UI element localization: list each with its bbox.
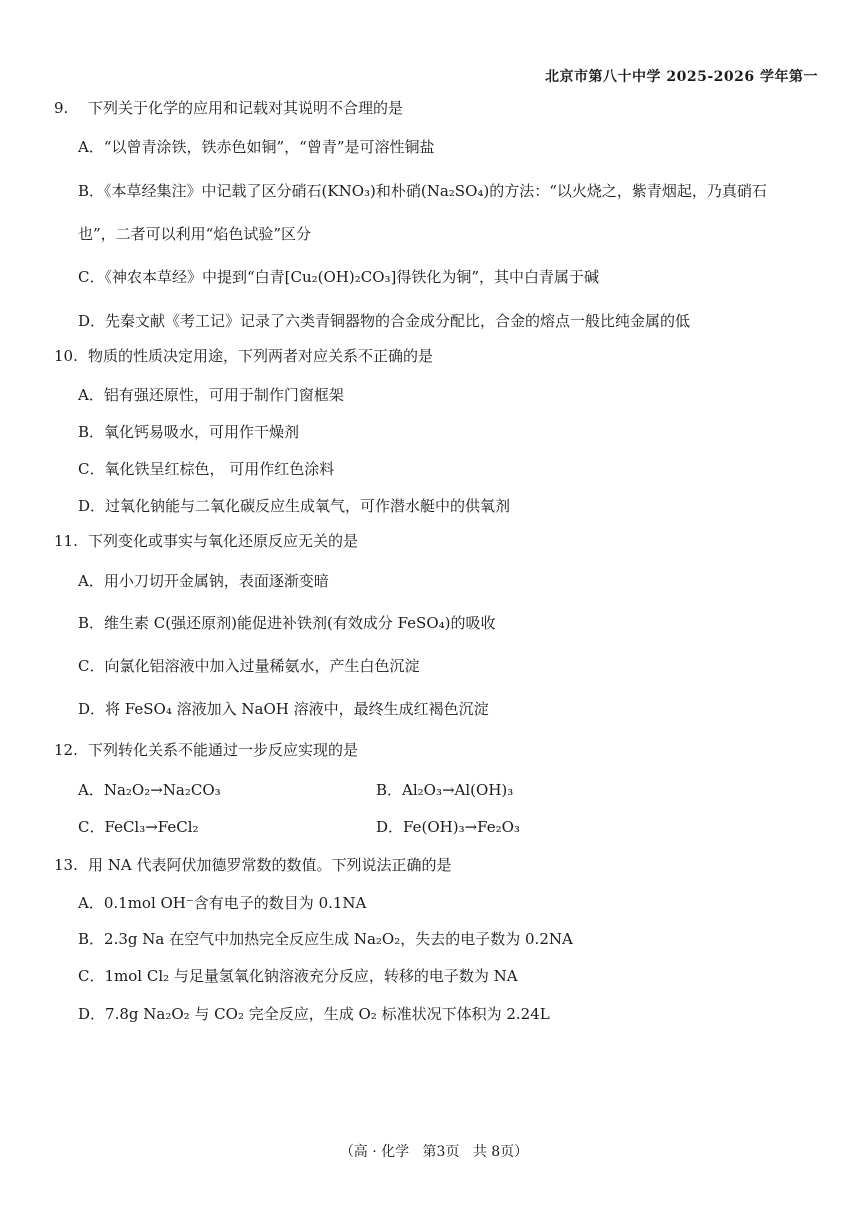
question-11-option-d: D．将 FeSO₄ 溶液加入 NaOH 溶液中，最终生成红褐色沉淀	[78, 700, 489, 718]
question-9-option-b: B．《本草经集注》中记载了区分硝石(KNO₃)和朴硝(Na₂SO₄)的方法：“以火烧之，紫青烟起，乃真硝石	[78, 182, 767, 200]
question-9-option-c: C．《神农本草经》中提到“白青[Cu₂(OH)₂CO₃]得铁化为铜”，其中白青属于碱	[78, 268, 600, 286]
question-text: 下列转化关系不能通过一步反应实现的是	[88, 741, 359, 759]
question-13-option-d: D．7.8g Na₂O₂ 与 CO₂ 完全反应，生成 O₂ 标准状况下体积为 2.24L	[78, 1005, 550, 1023]
question-11-stem	[54, 531, 358, 551]
question-11-option-c: C．向氯化铝溶液中加入过量稀氨水，产生白色沉淀	[78, 657, 420, 675]
question-10-option-b: B．氧化钙易吸水，可用作干燥剂	[78, 423, 300, 441]
footer-page-number: 第3页	[422, 1144, 460, 1160]
question-10-option-c: C．氧化铁呈红棕色， 可用作红色涂料	[78, 460, 335, 478]
question-10-option-a: A．铝有强还原性，可用于制作门窗框架	[78, 386, 344, 404]
question-10-stem	[54, 346, 433, 366]
question-text: 下列关于化学的应用和记载对其说明不合理的是	[88, 99, 404, 117]
question-text: 用 NA 代表阿伏加德罗常数的数值。下列说法正确的是	[88, 856, 452, 874]
question-9-option-a: A．“以曾青涂铁，铁赤色如铜”，“曾青”是可溶性铜盐	[78, 138, 435, 156]
question-text: 下列变化或事实与氧化还原反应无关的是	[88, 532, 359, 550]
header-school-term: 北京市第八十中学 2025-2026 学年第一	[545, 69, 818, 85]
question-11-option-b: B．维生素 C(强还原剂)能促进补铁剂(有效成分 FeSO₄)的吸收	[78, 614, 496, 632]
question-number: 13.	[54, 856, 78, 874]
question-11-option-a: A．用小刀切开金属钠，表面逐渐变暗	[78, 572, 329, 590]
question-text: 物质的性质决定用途，下列两者对应关系不正确的是	[88, 347, 434, 365]
question-12-option-c: C．FeCl₃→FeCl₂	[78, 818, 199, 836]
question-13-option-a: A．0.1mol OH⁻含有电子的数目为 0.1NA	[78, 894, 367, 912]
question-13-option-c: C．1mol Cl₂ 与足量氢氧化钠溶液充分反应，转移的电子数为 NA	[78, 967, 518, 985]
question-12-stem	[54, 740, 358, 760]
question-9-option-d: D．先秦文献《考工记》记录了六类青铜器物的合金成分配比，合金的熔点一般比纯金属的低	[78, 312, 691, 330]
question-number: 9.	[54, 99, 69, 117]
question-number: 11.	[54, 532, 78, 550]
question-10-option-d: D．过氧化钠能与二氧化碳反应生成氧气，可作潜水艇中的供氧剂	[78, 497, 511, 515]
question-9-option-b-continued: 也”，二者可以利用“焰色试验”区分	[78, 225, 312, 243]
page-footer	[0, 1141, 868, 1161]
question-number: 12.	[54, 741, 78, 759]
question-12-option-b: B．Al₂O₃→Al(OH)₃	[376, 781, 514, 799]
footer-grade-subject: （高 · 化学	[339, 1144, 410, 1160]
footer-total-pages: 共 8页）	[472, 1144, 529, 1160]
question-12-option-a: A．Na₂O₂→Na₂CO₃	[78, 781, 221, 799]
question-number: 10.	[54, 347, 78, 365]
question-9-stem	[54, 98, 403, 118]
question-13-option-b: B．2.3g Na 在空气中加热完全反应生成 Na₂O₂，失去的电子数为 0.2NA	[78, 930, 573, 948]
question-13-stem	[54, 855, 452, 875]
question-12-option-d: D．Fe(OH)₃→Fe₂O₃	[376, 818, 520, 836]
